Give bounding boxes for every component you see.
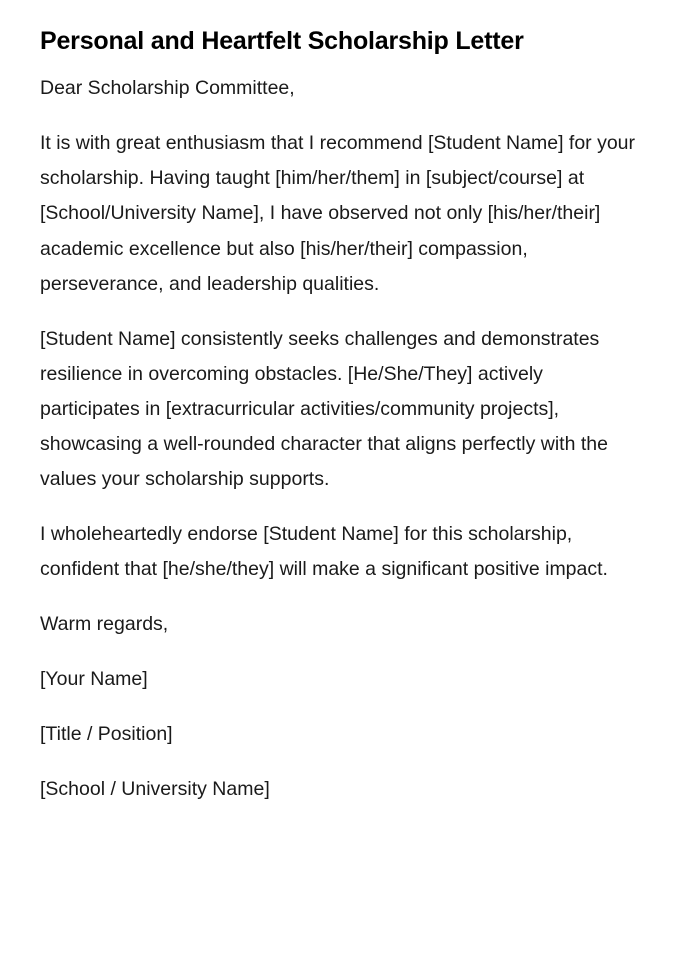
page-title: Personal and Heartfelt Scholarship Letter: [40, 27, 524, 55]
salutation: Dear Scholarship Committee,: [40, 77, 295, 99]
body-paragraph-3: I wholeheartedly endorse [Student Name] for this scholarship, confident that [he/she/they] will make a significant positive impact.: [40, 523, 608, 581]
body-paragraph-2: [Student Name] consistently seeks challenges and demonstrates resilience in overcoming obstacles. [He/She/They] actively participates in [extracurricular activities/community projects], showcasing a well-rounded character that aligns perfectly with the values your scholarship supports.: [40, 327, 608, 491]
signature-institution: [School / University Name]: [40, 777, 270, 800]
closing: Warm regards,: [40, 612, 169, 635]
signature-name: [Your Name]: [40, 667, 148, 690]
signature-title: [Title / Position]: [40, 722, 173, 745]
body-paragraph-1: It is with great enthusiasm that I recommend [Student Name] for your scholarship. Having taught [him/her/them] in [subject/course] at [School/University Name], I have observed not only [his/her/their] academic excellence but also [his/her/their] compassion, perseverance, and leadership qualities.: [40, 132, 636, 295]
